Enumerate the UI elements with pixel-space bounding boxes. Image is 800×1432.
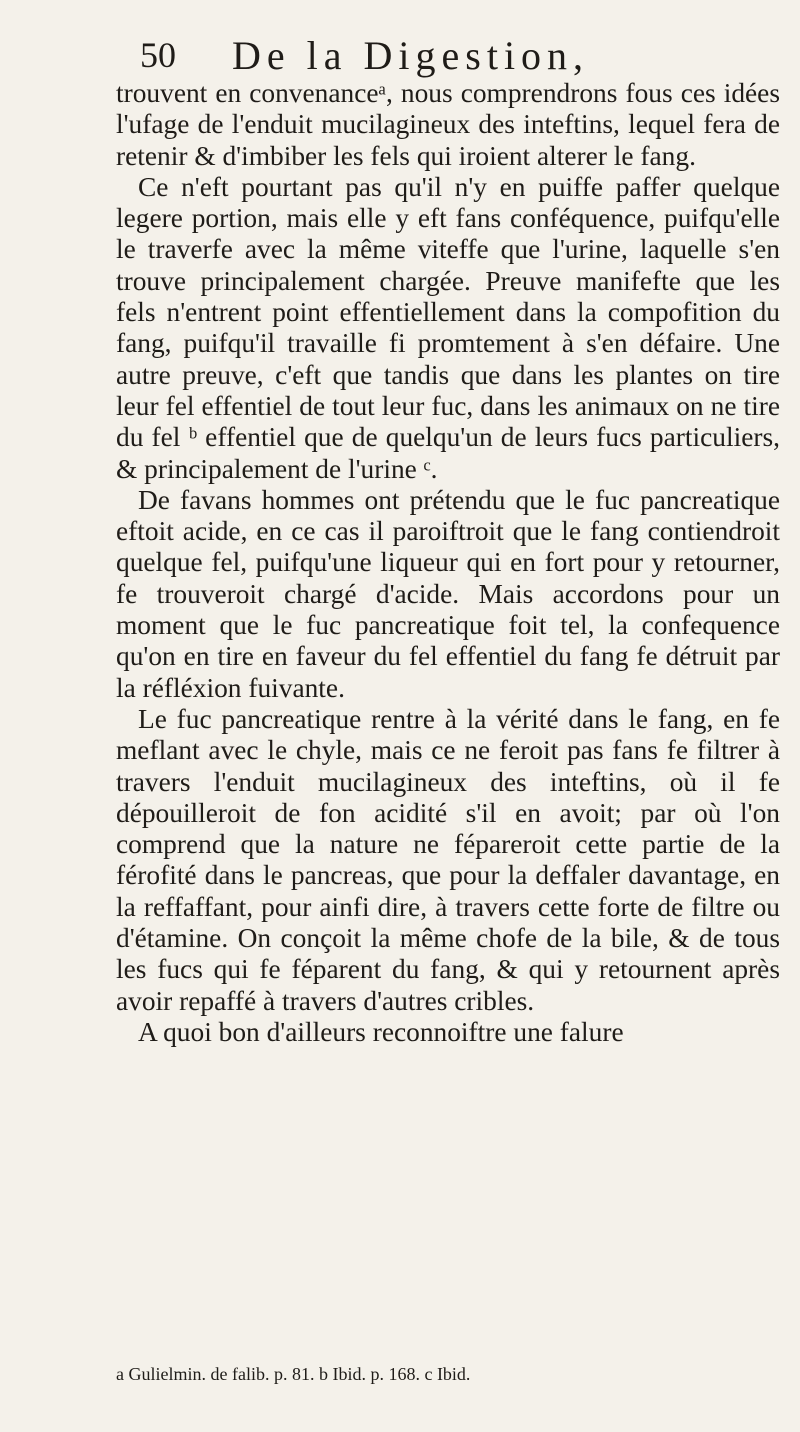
paragraph: A quoi bon d'ailleurs reconnoiftre une falure	[138, 1016, 624, 1047]
body-text	[116, 78, 780, 1048]
paragraph: De favans hommes ont prétendu que le fuc pancreatique eftoit acide, en ce cas il paroiftroit que le fang contiendroit quelque fel, puifqu'une liqueur qui en fort pour y retourner, fe trouveroit chargé d'acide. Mais accordons pour un moment que le fuc pancreatique foit tel, la confequence qu'on en tire en faveur du fel effentiel du fang fe détruit par la réfléxion fuivante.	[116, 484, 780, 703]
paragraph: Ce n'eft pourtant pas qu'il n'y en puiffe paffer quelque legere portion, mais elle y eft fans conféquence, puifqu'elle le traverfe avec la même viteffe que l'urine, laquelle s'en trouve principalement chargée. Preuve manifefte que les fels n'entrent point effentiellement dans la compofition du fang, puifqu'il travaille fi promtement à s'en défaire. Une autre preuve, c'eft que tandis que dans les plantes on tire leur fel effentiel de tout leur fuc, dans les animaux on ne tire du fel ᵇ effentiel que de quelqu'un de leurs fucs particuliers, & principalement de l'urine ᶜ.	[116, 171, 780, 484]
page-number: 50	[140, 35, 176, 75]
paragraph: Le fuc pancreatique rentre à la vérité dans le fang, en fe meflant avec le chyle, mais ce ne feroit pas fans fe filtrer à travers l'enduit mucilagineux des inteftins, où il fe dépouilleroit de fon acidité s'il en avoit; par où l'on comprend que la nature ne fépareroit cette partie de la férofité dans le pancreas, que pour la deffaler davantage, en la reffaffant, pour ainfi dire, à travers cette forte de filtre ou d'étamine. On conçoit la même chofe de la bile, & de tous les fucs qui fe féparent du fang, & qui y retournent après avoir repaffé à travers d'autres cribles.	[116, 703, 780, 1016]
paragraph: trouvent en convenanceᵃ, nous comprendrons fous ces idées l'ufage de l'enduit mucilagineux des inteftins, lequel fera de retenir & d'imbiber les fels qui iroient alterer le fang.	[116, 78, 780, 171]
running-head: De la Digestion,	[232, 33, 590, 78]
footnotes: a Gulielmin. de falib. p. 81. b Ibid. p. 168. c Ibid.	[116, 1364, 471, 1384]
page-header	[140, 32, 770, 82]
